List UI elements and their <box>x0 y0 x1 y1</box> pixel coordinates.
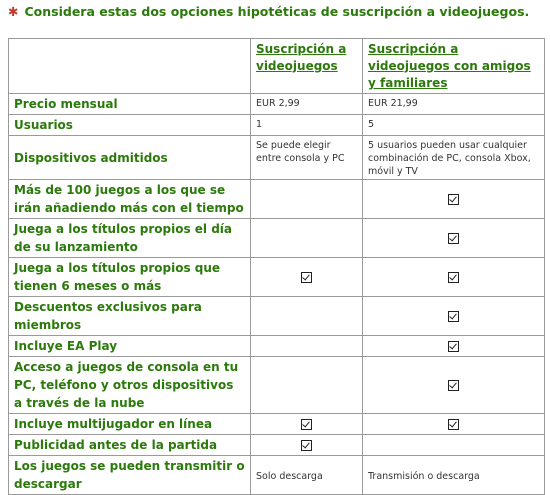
checked-box-icon <box>448 194 459 205</box>
option-a-value: Se puede elegir entre consola y PC <box>251 136 363 180</box>
required-asterisk-icon: ✱ <box>8 4 19 19</box>
checked-box-icon <box>301 272 312 283</box>
feature-label: Precio mensual <box>9 94 251 115</box>
table-row <box>9 94 545 115</box>
checked-box-icon <box>448 341 459 352</box>
option-b-cell <box>363 297 545 336</box>
feature-label: Más de 100 juegos a los que se irán añadiendo más con el tiempo <box>9 180 251 219</box>
option-b-cell <box>363 357 545 414</box>
option-b-cell <box>363 180 545 219</box>
header-option-a: Suscripción a videojuegos <box>251 39 363 94</box>
checked-box-icon <box>301 419 312 430</box>
option-b-cell <box>363 336 545 357</box>
checked-box-icon <box>448 272 459 283</box>
feature-label: Juega a los títulos propios que tienen 6 meses o más <box>9 258 251 297</box>
checked-box-icon <box>448 311 459 322</box>
option-a-cell <box>251 435 363 456</box>
feature-label: Incluye EA Play <box>9 336 251 357</box>
feature-label: Incluye multijugador en línea <box>9 414 251 435</box>
header-option-b: Suscripción a videojuegos con amigos y familiares <box>363 39 545 94</box>
option-b-cell <box>363 435 545 456</box>
option-a-cell <box>251 414 363 435</box>
checked-box-icon <box>448 419 459 430</box>
feature-label: Los juegos se pueden transmitir o descargar <box>9 456 251 495</box>
feature-label: Acceso a juegos de consola en tu PC, teléfono y otros dispositivos a través de la nube <box>9 357 251 414</box>
option-b-value: 5 <box>363 115 545 136</box>
feature-label: Publicidad antes de la partida <box>9 435 251 456</box>
feature-label: Dispositivos admitidos <box>9 136 251 180</box>
option-a-cell <box>251 297 363 336</box>
question-title: Considera estas dos opciones hipotéticas de suscripción a videojuegos. <box>24 4 530 19</box>
table-row <box>9 435 545 456</box>
table-row <box>9 115 545 136</box>
option-b-cell <box>363 258 545 297</box>
option-a-cell <box>251 258 363 297</box>
survey-question-header <box>8 4 529 19</box>
option-a-cell <box>251 180 363 219</box>
table-row <box>9 180 545 219</box>
checked-box-icon <box>448 233 459 244</box>
option-b-value: 5 usuarios pueden usar cualquier combinación de PC, consola Xbox, móvil y TV <box>363 136 545 180</box>
option-b-value: Transmisión o descarga <box>363 456 545 495</box>
option-a-cell <box>251 357 363 414</box>
table-row <box>9 219 545 258</box>
option-a-value: Solo descarga <box>251 456 363 495</box>
option-a-value: 1 <box>251 115 363 136</box>
table-row <box>9 357 545 414</box>
table-row <box>9 456 545 495</box>
table-header-row <box>9 39 545 94</box>
feature-label: Usuarios <box>9 115 251 136</box>
table-row <box>9 136 545 180</box>
table-row <box>9 297 545 336</box>
option-b-value: EUR 21,99 <box>363 94 545 115</box>
checked-box-icon <box>301 440 312 451</box>
table-row <box>9 336 545 357</box>
comparison-table <box>8 38 545 495</box>
checked-box-icon <box>448 380 459 391</box>
feature-label: Juega a los títulos propios el día de su lanzamiento <box>9 219 251 258</box>
option-a-cell <box>251 219 363 258</box>
header-feature-column <box>9 39 251 94</box>
option-a-cell <box>251 336 363 357</box>
option-b-cell <box>363 219 545 258</box>
feature-label: Descuentos exclusivos para miembros <box>9 297 251 336</box>
table-row <box>9 258 545 297</box>
table-body <box>9 94 545 495</box>
table-row <box>9 414 545 435</box>
option-a-value: EUR 2,99 <box>251 94 363 115</box>
option-b-cell <box>363 414 545 435</box>
